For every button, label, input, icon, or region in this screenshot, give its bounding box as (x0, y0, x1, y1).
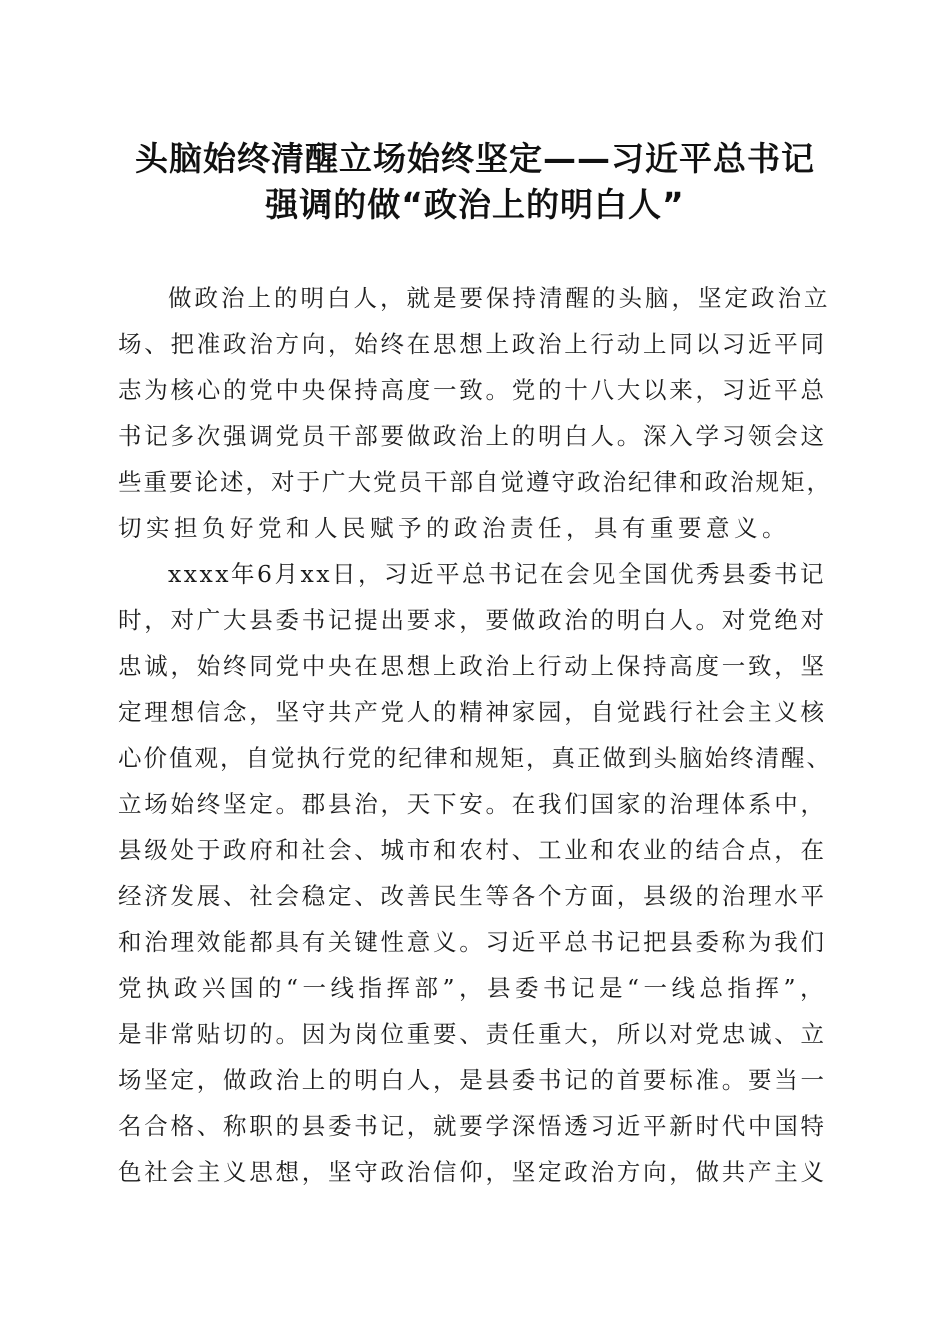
paragraph-line: 些重要论述，对于广大党员干部自觉遵守政治纪律和政治规矩， (118, 468, 832, 496)
title-line: 强调的做“政治上的明白人” (265, 185, 685, 224)
title-line: 头脑始终清醒立场始终坚定——习近平总书记 (135, 139, 815, 178)
paragraph-line: xxxx年6月xx日，习近平总书记在会见全国优秀县委书记 (168, 560, 826, 588)
paragraph-line: 做政治上的明白人，就是要保持清醒的头脑，坚定政治立 (168, 284, 831, 312)
paragraph-line: 定理想信念，坚守共产党人的精神家园，自觉践行社会主义核 (118, 698, 827, 726)
paragraph-line: 经济发展、社会稳定、改善民生等各个方面，县级的治理水平 (118, 882, 827, 910)
document-title (100, 136, 850, 228)
paragraph-line: 时，对广大县委书记提出要求，要做政治的明白人。对党绝对 (118, 606, 827, 634)
paragraph-line: 场、把准政治方向，始终在思想上政治上行动上同以习近平同 (118, 330, 827, 358)
paragraph (118, 551, 832, 1195)
paragraph (118, 275, 832, 551)
paragraph-line: 切实担负好党和人民赋予的政治责任，具有重要意义。 (118, 514, 790, 542)
paragraph-line: 书记多次强调党员干部要做政治上的明白人。深入学习领会这 (118, 422, 827, 450)
paragraph-line: 是非常贴切的。因为岗位重要、责任重大，所以对党忠诚、立 (118, 1020, 827, 1048)
paragraph-line: 县级处于政府和社会、城市和农村、工业和农业的结合点，在 (118, 836, 827, 864)
paragraph-line: 场坚定，做政治上的明白人，是县委书记的首要标准。要当一 (118, 1066, 827, 1094)
paragraph-line: 名合格、称职的县委书记，就要学深悟透习近平新时代中国特 (118, 1112, 827, 1140)
paragraph-line: 忠诚，始终同党中央在思想上政治上行动上保持高度一致，坚 (118, 652, 827, 680)
paragraph-line: 和治理效能都具有关键性意义。习近平总书记把县委称为我们 (118, 928, 827, 956)
paragraph-line: 立场始终坚定。郡县治，天下安。在我们国家的治理体系中， (118, 790, 827, 818)
paragraph-line: 心价值观，自觉执行党的纪律和规矩，真正做到头脑始终清醒、 (118, 744, 832, 772)
paragraph-line: 党执政兴国的“一线指挥部”，县委书记是“一线总指挥”， (118, 974, 829, 1002)
paragraph-line: 色社会主义思想，坚守政治信仰，坚定政治方向，做共产主义 (118, 1158, 827, 1186)
document-body (118, 275, 832, 1195)
paragraph-line: 志为核心的党中央保持高度一致。党的十八大以来，习近平总 (118, 376, 827, 404)
